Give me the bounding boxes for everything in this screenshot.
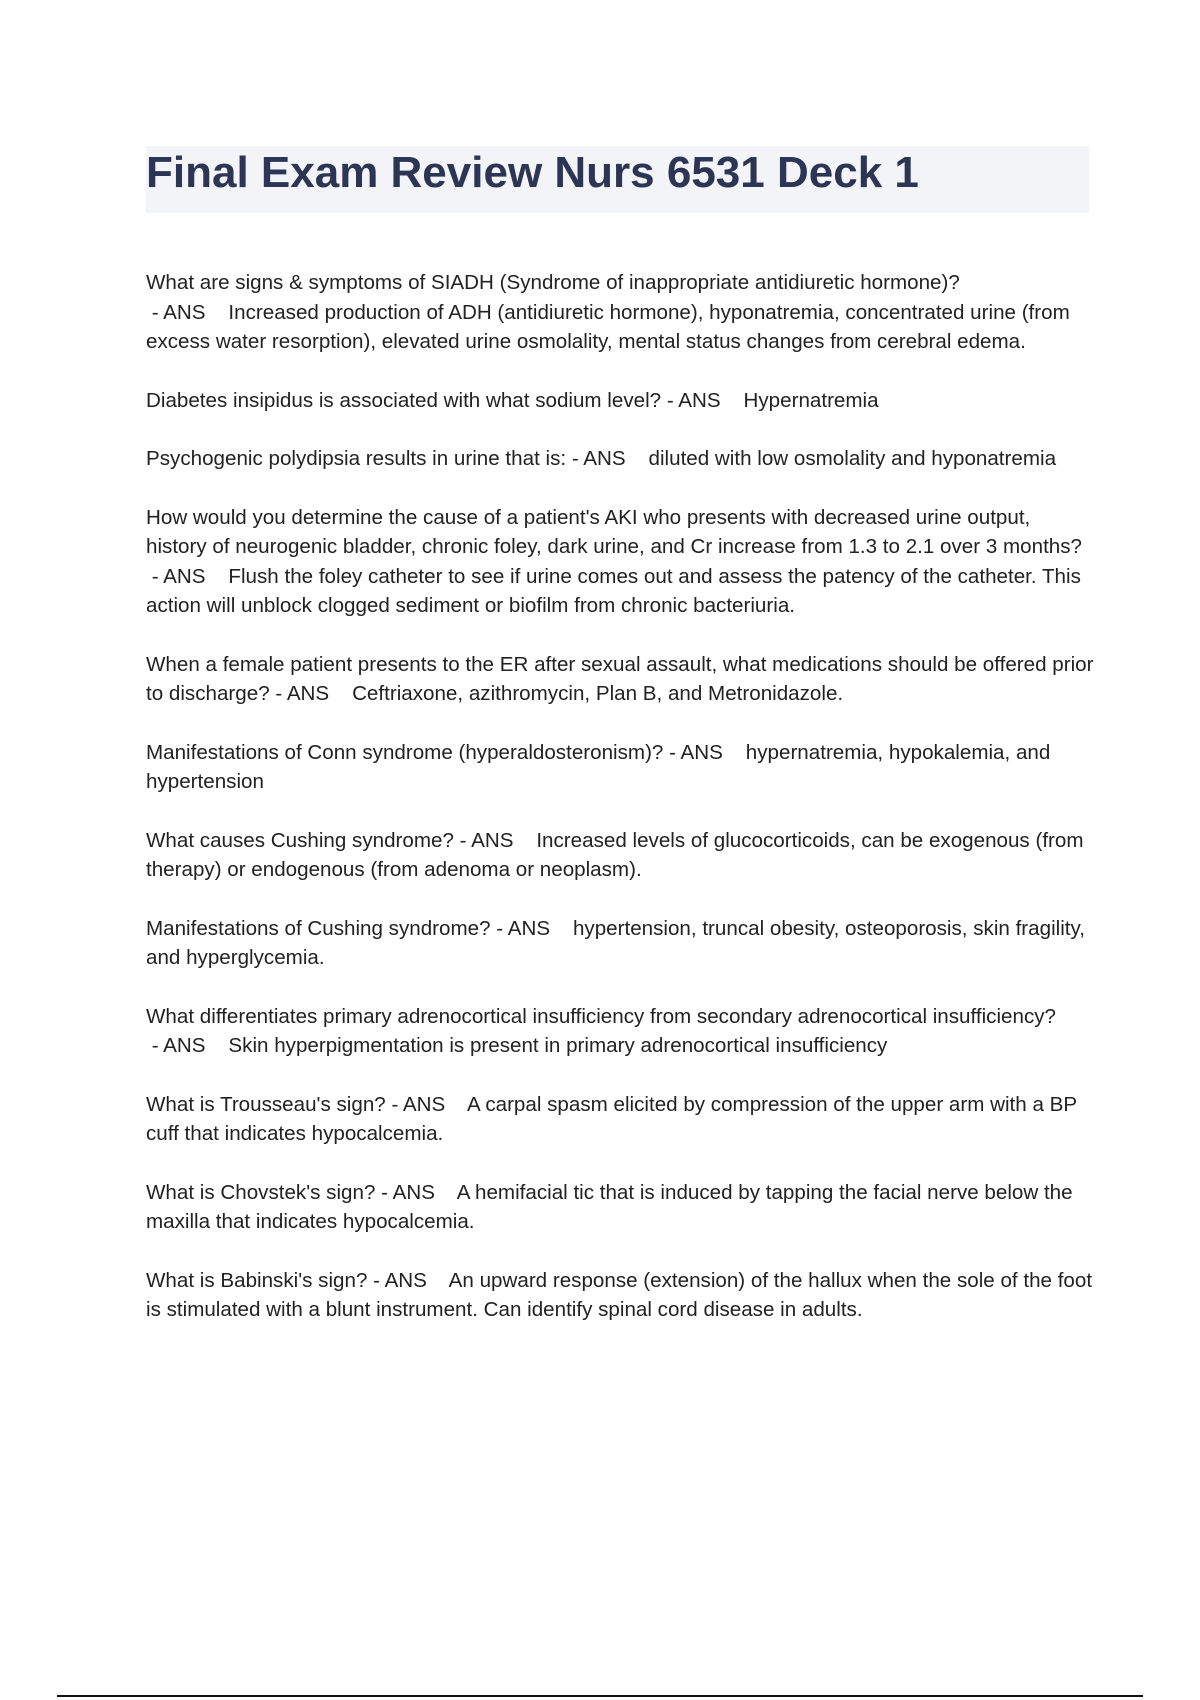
question: What are signs & symptoms of SIADH (Syndrome of inappropriate antidiuretic hormone)? (146, 271, 960, 294)
answer: Ceftriaxone, azithromycin, Plan B, and Metronidazole. (352, 682, 844, 705)
answer: Increased production of ADH (antidiuretic hormone), hyponatremia, concentrated urine (from excess water resorption), elevated urine osmolality, mental status changes from cerebral edema. (146, 300, 1070, 353)
answer: hypertension, truncal obesity, osteoporosis, skin fragility, and hyperglycemia. (146, 916, 1086, 969)
question: When a female patient presents to the ER after sexual assault, what medications should be offered prior to discharge? (146, 652, 1094, 705)
question: Manifestations of Conn syndrome (hyperaldosteronism)? (146, 740, 664, 764)
question: What is Trousseau's sign? (146, 1092, 386, 1116)
qa-item-3 (146, 444, 1096, 474)
ans-separator: - ANS (566, 447, 649, 470)
qa-item-7 (146, 826, 1096, 885)
qa-item-11 (146, 1178, 1096, 1237)
question: What differentiates primary adrenocortical insufficiency from secondary adrenocortical insufficiency? (146, 1004, 1056, 1028)
qa-item-10 (146, 1090, 1096, 1149)
answer: Flush the foley catheter to see if urine comes out and assess the patency of the catheter. This action will unblock clogged sediment or biofilm from chronic bacteriuria. (146, 564, 1081, 617)
ans-separator: - ANS (146, 1034, 229, 1057)
footer-rule (57, 1695, 1143, 1697)
answer: Skin hyperpigmentation is present in primary adrenocortical insufficiency (228, 1034, 888, 1057)
question: Manifestations of Cushing syndrome? (146, 916, 491, 940)
question: Psychogenic polydipsia results in urine that is: (146, 447, 567, 470)
answer: diluted with low osmolality and hyponatremia (648, 447, 1057, 470)
qa-item-1 (146, 268, 1096, 357)
qa-item-2 (146, 386, 1096, 416)
qa-item-5 (146, 650, 1096, 709)
question: Diabetes insipidus is associated with what sodium level? (146, 388, 662, 412)
answer: A carpal spasm elicited by compression of the upper arm with a BP cuff that indicates hypocalcemia. (146, 1092, 1077, 1145)
qa-item-4 (146, 503, 1096, 621)
ans-separator: - ANS (661, 388, 744, 412)
question: What is Babinski's sign? (146, 1268, 368, 1292)
answer: Increased levels of glucocorticoids, can be exogenous (from therapy) or endogenous (from adenoma or neoplasm). (146, 828, 1084, 881)
answer: A hemifacial tic that is induced by tapping the facial nerve below the maxilla that indicates hypocalcemia. (146, 1180, 1073, 1233)
question: What causes Cushing syndrome? (146, 828, 454, 852)
ans-separator: - ANS (490, 916, 573, 940)
qa-item-6 (146, 738, 1096, 797)
answer: Hypernatremia (743, 388, 879, 412)
answer: hypernatremia, hypokalemia, and hypertension (146, 740, 1051, 793)
qa-item-9 (146, 1002, 1096, 1061)
qa-list (146, 268, 1096, 1354)
ans-separator: - ANS (269, 682, 353, 705)
question: How would you determine the cause of a patient's AKI who presents with decreased urine output, history of neurogenic bladder, chronic foley, dark urine, and Cr increase from 1.3 to 2.1 over 3 months? (146, 505, 1082, 558)
answer: An upward response (extension) of the hallux when the sole of the foot is stimulated with a blunt instrument. Can identify spinal cord disease in adults. (146, 1268, 1093, 1321)
ans-separator: - ANS (375, 1180, 457, 1204)
ans-separator: - ANS (367, 1268, 449, 1292)
ans-separator: - ANS (146, 300, 229, 324)
ans-separator: - ANS (385, 1092, 467, 1116)
ans-separator: - ANS (453, 828, 537, 852)
page-title: Final Exam Review Nurs 6531 Deck 1 (146, 148, 919, 197)
question: What is Chovstek's sign? (146, 1180, 376, 1204)
qa-item-8 (146, 914, 1096, 973)
ans-separator: - ANS (663, 740, 746, 764)
ans-separator: - ANS (146, 564, 229, 588)
qa-item-12 (146, 1266, 1096, 1325)
